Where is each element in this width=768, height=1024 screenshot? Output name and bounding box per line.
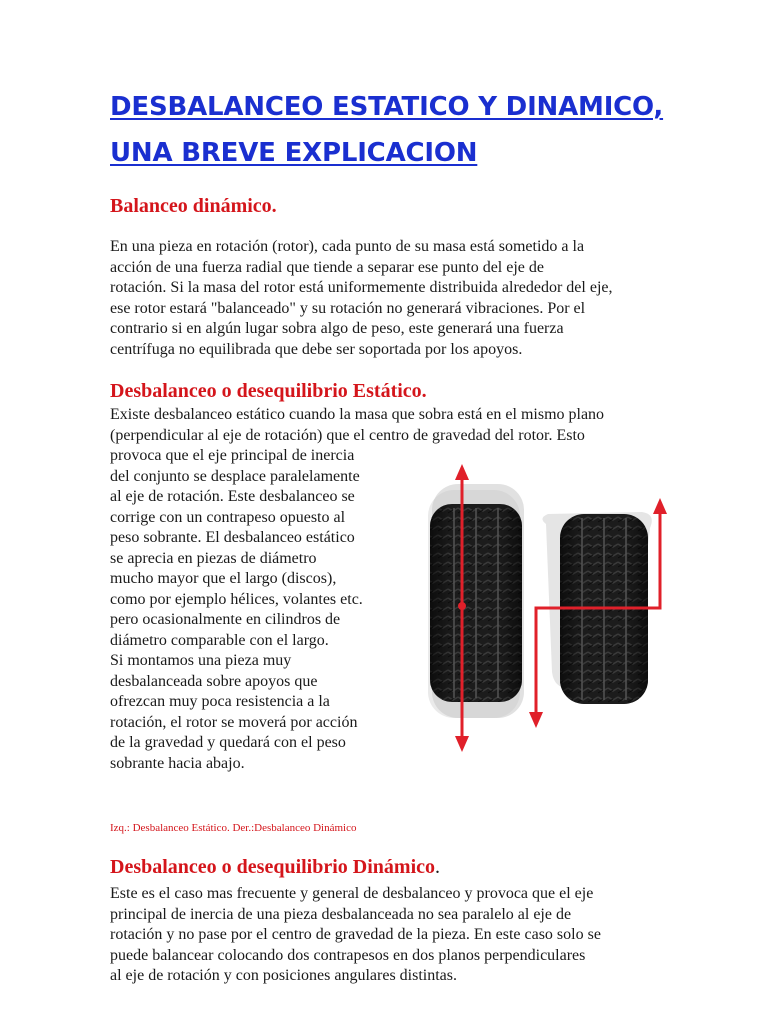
document-title-line-1: DESBALANCEO ESTATICO Y DINAMICO, (110, 92, 664, 122)
paragraph-line: diámetro comparable con el largo. (110, 631, 329, 649)
paragraph-line: como por ejemplo hélices, volantes etc. (110, 590, 363, 608)
paragraph-line: rotación. Si la masa del rotor está uniformemente distribuida alrededor del eje, (110, 279, 613, 296)
paragraph-line: En una pieza en rotación (rotor), cada punto de su masa está sometido a la (110, 238, 585, 255)
document-title-line-2: UNA BREVE EXPLICACION (110, 138, 478, 168)
paragraph-line: al eje de rotación y con posiciones angulares distintas. (110, 967, 458, 984)
paragraph-line: Existe desbalanceo estático cuando la masa que sobra está en el mismo plano (110, 406, 605, 423)
section-heading-desbalanceo-dinamico (110, 856, 440, 879)
paragraph-line: de la gravedad y quedará con el peso (110, 734, 346, 751)
static-unbalance-tire (428, 484, 524, 718)
paragraph-line: pero ocasionalmente en cilindros de (110, 611, 341, 628)
paragraph-line: se aprecia en piezas de diámetro (110, 549, 317, 567)
paragraph-line: ese rotor estará "balanceado" y su rotación no generará vibraciones. Por el (110, 299, 586, 317)
section-paragraph-balanceo-dinamico (110, 237, 613, 360)
paragraph-line: (perpendicular al eje de rotación) que el centro de gravedad del rotor. Esto (110, 426, 585, 444)
paragraph-line: mucho mayor que el largo (discos), (110, 570, 337, 587)
paragraph-line: desbalanceada sobre apoyos que (110, 672, 318, 690)
paragraph-line: ofrezcan muy poca resistencia a la (110, 693, 330, 710)
paragraph-line: puede balancear colocando dos contrapesos en dos planos perpendiculares (110, 946, 586, 964)
paragraph-line: rotación, el rotor se moverá por acción (110, 713, 358, 731)
paragraph-line: peso sobrante. El desbalanceo estático (110, 529, 355, 546)
paragraph-line: acción de una fuerza radial que tiende a separar ese punto del eje de (110, 258, 544, 276)
paragraph-line: contrario si en algún lugar sobra algo de peso, este generará una fuerza (110, 320, 564, 337)
section-heading-desbalanceo-estatico: Desbalanceo o desequilibrio Estático. (110, 380, 427, 402)
paragraph-line: Si montamos una pieza muy (110, 652, 292, 669)
paragraph-line: del conjunto se desplace paralelamente (110, 467, 360, 485)
paragraph-line: sobrante hacia abajo. (110, 754, 245, 772)
section-heading-balanceo-dinamico: Balanceo dinámico. (110, 195, 277, 217)
section-paragraph-desbalanceo-dinamico (110, 884, 601, 987)
paragraph-line: Este es el caso mas frecuente y general de desbalanceo y provoca que el eje (110, 885, 594, 902)
paragraph-line: provoca que el eje principal de inercia (110, 447, 355, 464)
section-heading-period: . (435, 856, 441, 878)
paragraph-line: al eje de rotación. Este desbalanceo se (110, 488, 355, 505)
figure-caption: Izq.: Desbalanceo Estático. Der.:Desbalanceo Dinámico (110, 822, 357, 834)
section-heading-text: Desbalanceo o desequilibrio Dinámico (110, 856, 436, 878)
unbalance-tires-illustration (398, 452, 678, 772)
paragraph-line: centrífuga no equilibrada que debe ser soportada por los apoyos. (110, 340, 523, 358)
paragraph-line: corrige con un contrapeso opuesto al (110, 508, 346, 526)
paragraph-line: principal de inercia de una pieza desbalanceada no sea paralelo al eje de (110, 905, 572, 923)
paragraph-line: rotación y no pase por el centro de gravedad de la pieza. En este caso solo se (110, 926, 601, 943)
